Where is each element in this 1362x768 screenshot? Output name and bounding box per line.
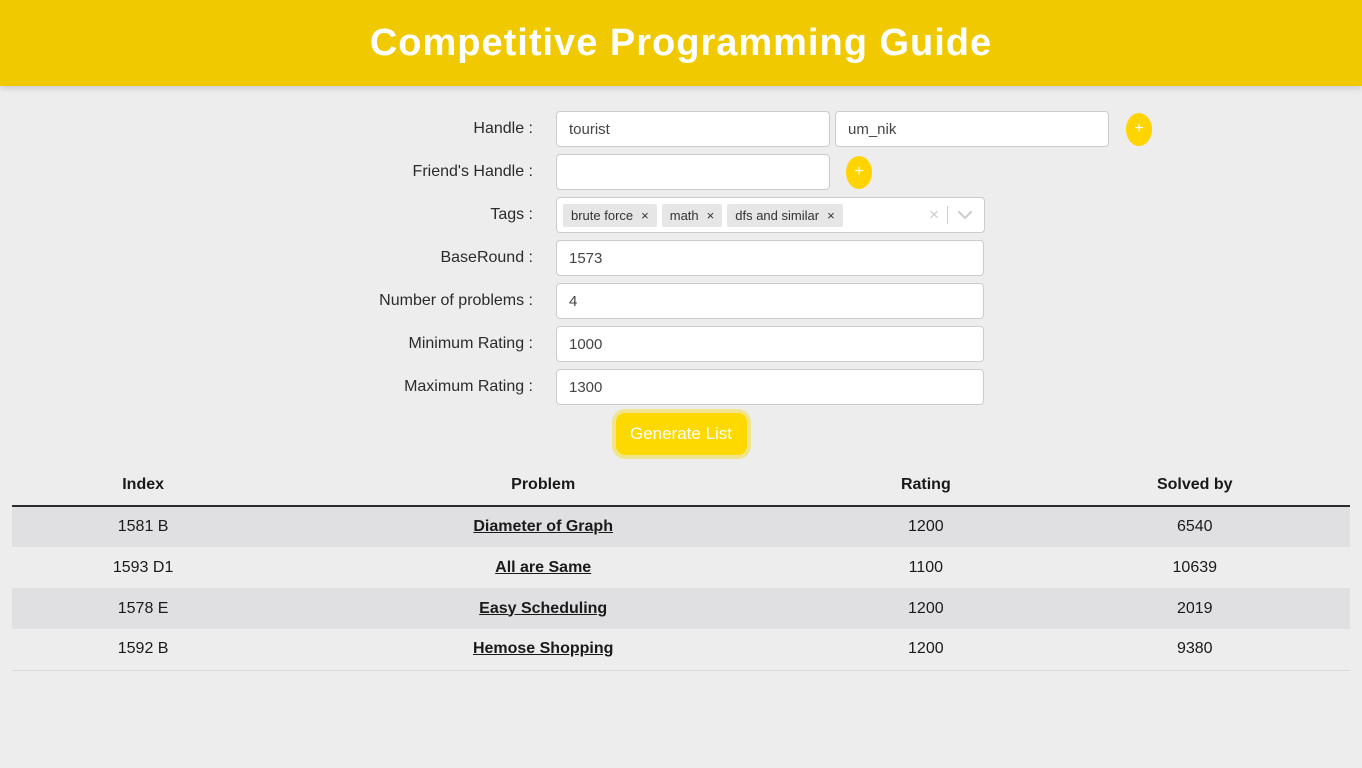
plus-icon: + bbox=[1134, 120, 1144, 137]
tag-chip-label: math bbox=[669, 207, 699, 223]
min-rating-label: Minimum Rating : bbox=[408, 335, 533, 352]
problem-cell bbox=[274, 629, 812, 670]
table-row bbox=[12, 547, 1350, 588]
num-problems-input[interactable] bbox=[556, 283, 984, 319]
generator-form bbox=[0, 86, 1362, 455]
tag-chip bbox=[563, 204, 657, 227]
tags-label: Tags : bbox=[490, 206, 533, 223]
base-round-input[interactable] bbox=[556, 240, 984, 276]
base-round-label: BaseRound : bbox=[440, 249, 533, 266]
num-problems-label: Number of problems : bbox=[379, 292, 533, 309]
tags-row bbox=[0, 197, 1362, 233]
app-header bbox=[0, 0, 1362, 86]
handle-input-2[interactable] bbox=[835, 111, 1109, 147]
handle-label: Handle : bbox=[473, 120, 533, 137]
index-cell: 1578 E bbox=[117, 599, 169, 617]
selected-tags bbox=[561, 202, 921, 229]
solved-by-cell: 10639 bbox=[1172, 558, 1218, 576]
num-problems-row bbox=[0, 283, 1362, 319]
main-content bbox=[0, 86, 1362, 671]
problem-cell bbox=[274, 506, 812, 547]
clear-all-icon[interactable]: × bbox=[929, 205, 939, 224]
table-row bbox=[12, 588, 1350, 629]
tag-chip bbox=[727, 204, 842, 227]
min-rating-input[interactable] bbox=[556, 326, 984, 362]
tags-multiselect[interactable] bbox=[556, 197, 985, 233]
handle-input-1[interactable] bbox=[556, 111, 830, 147]
generate-button-row bbox=[0, 413, 1362, 455]
tag-chip-label: dfs and similar bbox=[735, 207, 820, 223]
handle-row bbox=[0, 111, 1362, 147]
column-header-problem: Problem bbox=[274, 467, 812, 506]
index-cell: 1593 D1 bbox=[112, 558, 174, 576]
plus-icon: + bbox=[854, 163, 864, 180]
max-rating-row bbox=[0, 369, 1362, 405]
problem-link[interactable]: Hemose Shopping bbox=[472, 640, 614, 658]
chevron-down-icon[interactable] bbox=[948, 211, 976, 220]
table-header-row bbox=[12, 467, 1350, 506]
rating-cell: 1100 bbox=[908, 558, 944, 576]
solved-by-cell: 2019 bbox=[1176, 599, 1213, 617]
index-cell: 1592 B bbox=[117, 640, 169, 658]
tag-chip bbox=[662, 204, 723, 227]
remove-tag-icon[interactable]: × bbox=[827, 207, 835, 223]
select-controls bbox=[921, 205, 976, 225]
base-round-row bbox=[0, 240, 1362, 276]
column-header-solvedby: Solved by bbox=[1040, 467, 1350, 506]
problem-cell bbox=[274, 588, 812, 629]
solved-by-cell: 9380 bbox=[1176, 640, 1213, 658]
max-rating-input[interactable] bbox=[556, 369, 984, 405]
friend-handle-label: Friend's Handle : bbox=[412, 163, 533, 180]
min-rating-row bbox=[0, 326, 1362, 362]
friend-handle-input[interactable] bbox=[556, 154, 830, 190]
problem-link[interactable]: Easy Scheduling bbox=[479, 599, 608, 617]
rating-cell: 1200 bbox=[908, 518, 944, 535]
rating-cell: 1200 bbox=[908, 640, 944, 658]
column-header-rating: Rating bbox=[812, 467, 1039, 506]
problem-link[interactable]: Diameter of Graph bbox=[473, 518, 613, 535]
table-row bbox=[12, 506, 1350, 547]
max-rating-label: Maximum Rating : bbox=[404, 378, 533, 395]
page-title: Competitive Programming Guide bbox=[369, 21, 993, 64]
index-cell: 1581 B bbox=[117, 518, 169, 535]
remove-tag-icon[interactable]: × bbox=[641, 207, 649, 223]
add-handle-button[interactable] bbox=[1126, 113, 1152, 146]
friend-handle-row bbox=[0, 154, 1362, 190]
add-friend-handle-button[interactable] bbox=[846, 156, 872, 189]
tag-chip-label: brute force bbox=[571, 207, 634, 223]
remove-tag-icon[interactable]: × bbox=[706, 207, 715, 223]
rating-cell: 1200 bbox=[908, 599, 944, 617]
problem-link[interactable]: All are Same bbox=[495, 558, 592, 576]
solved-by-cell: 6540 bbox=[1176, 518, 1213, 535]
table-row bbox=[12, 629, 1350, 670]
generate-list-button[interactable]: Generate List bbox=[616, 413, 747, 455]
column-header-index: Index bbox=[12, 467, 274, 506]
problem-cell bbox=[274, 547, 812, 588]
problems-table bbox=[12, 467, 1350, 671]
